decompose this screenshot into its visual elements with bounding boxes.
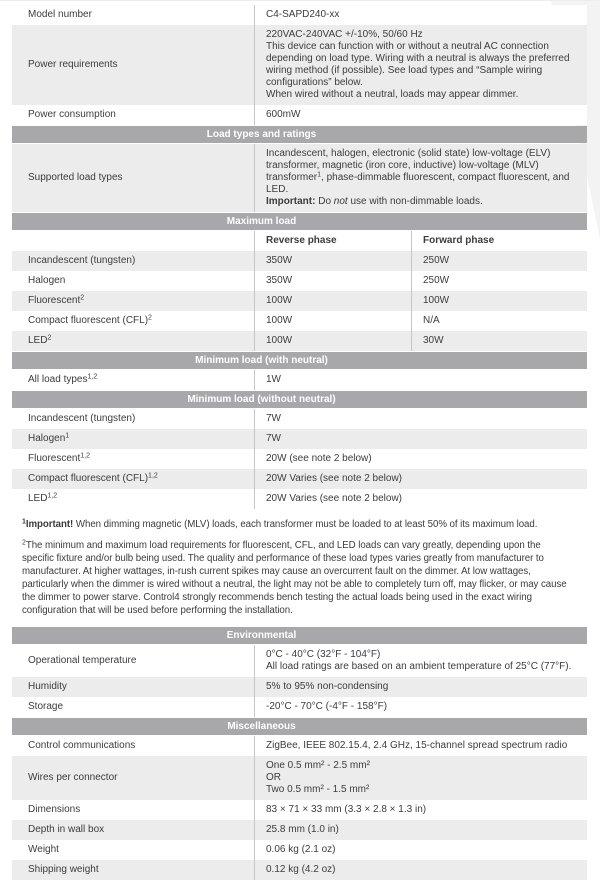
row-value-reverse-phase: Reverse phase [254,231,411,251]
row-label: LED$^2$ [28,334,52,346]
footnote-paragraph: $^2$The minimum and maximum load requirements for fluorescent, CFL, and LED loads can vary greatly, depending upon the specific fixture and/or bulb being used. The quality and performance of these load types varies greatly from manufacturer to manufacturer. At higher wattages, in-rush current spikes may cause an overcurrent fault on the dimmer. At low wattages, particularly when the dimmer is wired without a neutral, the light may not be able to completely turn off, may flicker, or may cause the dimmer to power starve. Control4 strongly recommends bench testing the actual loads being used in the exact wiring configuration that will be used before performing the installation. [22,539,567,616]
row-label: Power consumption [28,109,116,120]
row-value [254,736,587,756]
row-value-line: 20W Varies (see note 2 below) [266,493,402,504]
row-value-reverse-phase: 350W [254,251,411,271]
section-header [12,213,587,230]
row-value-line: C4-SAPD240-xx [266,9,340,20]
table-row [12,105,587,125]
row-value-reverse-phase: 100W [254,331,411,351]
row-value-forward-phase: 100W [411,291,587,311]
row-value-reverse-phase: 100W [254,311,411,331]
row-value [254,429,587,449]
table-row [12,311,587,331]
row-label: Fluorescent$^2$ [28,294,85,306]
row-label: Incandescent (tungsten) [28,413,136,424]
footnote-paragraph: $^1$Important! When dimming magnetic (MLV) loads, each transformer must be loaded to at least 50% of its maximum load. [22,518,538,530]
row-label: Incandescent (tungsten) [28,255,136,266]
table-row [12,736,587,756]
row-value-line: 0°C - 40°C (32°F - 104°F) [266,649,381,660]
table-row [12,5,587,25]
row-label: LED$^{1,2}$ [28,492,58,504]
row-value-line: OR [266,772,281,783]
table-row [12,25,587,105]
row-value-line: 83 × 71 × 33 mm (3.3 × 2.8 × 1.3 in) [266,804,427,815]
row-label: Halogen$^1$ [28,432,70,444]
section-header [12,126,587,143]
row-label: Compact fluorescent (CFL)$^2$ [28,314,152,326]
row-value [254,469,587,489]
row-value-line: 1W [266,374,281,385]
row-value [254,144,587,212]
table-row [12,409,587,429]
row-label: Control communications [28,740,136,751]
table-row [12,645,587,677]
row-value-forward-phase: Forward phase [411,231,587,251]
row-label: Humidity [28,681,67,692]
row-label: Compact fluorescent (CFL)$^{1,2}$ [28,472,158,484]
row-value [254,677,587,697]
row-value [254,105,587,125]
table-row [12,756,587,800]
spec-table [12,5,587,880]
row-value-line: Two 0.5 mm² - 1.5 mm² [266,784,370,795]
row-label: Model number [28,9,92,20]
table-row [12,860,587,880]
row-label [12,231,254,251]
row-label: All load types$^{1,2}$ [28,373,98,385]
table-row [12,469,587,489]
section-header-label: Environmental [226,630,297,641]
row-value-line: ZigBee, IEEE 802.15.4, 2.4 GHz, 15-channel spread spectrum radio [266,740,568,751]
row-value-reverse-phase: 350W [254,271,411,291]
row-label: Operational temperature [28,655,137,666]
row-value-forward-phase: N/A [411,311,587,331]
row-value [254,645,587,677]
table-row [12,840,587,860]
row-value-line: 20W (see note 2 below) [266,453,372,464]
row-label: Shipping weight [28,864,99,875]
footnotes [12,509,587,626]
section-header-label: Maximum load [226,216,297,227]
table-row [12,489,587,509]
table-row [12,271,587,291]
row-value-line: 0.06 kg (2.1 oz) [266,844,336,855]
table-row [12,231,587,251]
row-value-forward-phase: 250W [411,251,587,271]
table-row [12,144,587,212]
section-header-label: Minimum load (with neutral) [195,355,328,366]
table-row [12,291,587,311]
table-row [12,331,587,351]
table-row [12,449,587,469]
section-header-label: Minimum load (without neutral) [187,394,336,405]
row-value [254,860,587,880]
row-value [254,5,587,25]
row-value-line: -20°C - 70°C (-4°F - 158°F) [266,701,388,712]
row-value-line: 7W [266,413,281,424]
table-row [12,429,587,449]
table-row [12,697,587,717]
table-row [12,800,587,820]
row-value [254,756,587,800]
row-label: Supported load types [28,172,123,183]
row-value-reverse-phase: 100W [254,291,411,311]
row-value [254,489,587,509]
section-header [12,718,587,735]
row-value-line: This device can function with or without a neutral AC connection depending on load type. Wiring with a neutral is always the preferred wiring method (if possible). See load types and “Sample wiring configurations” below. [266,41,570,88]
row-label: Dimensions [28,804,81,815]
section-header-label: Load types and ratings [206,129,317,140]
row-label: Depth in wall box [28,824,105,835]
table-row [12,677,587,697]
row-value-line: Incandescent, halogen, electronic (solid state) low-voltage (ELV) transformer, magnetic (iron core, inductive) low-voltage (MLV) transformer$^1$, phase-dimmable fluorescent, compact fluorescent, and LED. [266,148,570,195]
row-value-forward-phase: 250W [411,271,587,291]
row-value-line: 5% to 95% non-condensing [266,681,389,692]
row-value-line: 0.12 kg (4.2 oz) [266,864,336,875]
row-value [254,840,587,860]
row-value-line: When wired without a neutral, loads may appear dimmer. [266,89,519,100]
row-value [254,820,587,840]
row-value-line: 7W [266,433,281,444]
row-value-line: One 0.5 mm² - 2.5 mm² [266,760,370,771]
section-header [12,627,587,644]
row-value [254,25,587,105]
row-label: Weight [28,844,59,855]
row-label: Wires per connector [28,772,118,783]
table-row [12,370,587,390]
row-value-line: Important: Do not use with non-dimmable loads. [266,196,483,207]
row-label: Fluorescent$^{1,2}$ [28,452,90,464]
section-header [12,352,587,369]
row-value [254,409,587,429]
row-value-line: 20W Varies (see note 2 below) [266,473,402,484]
row-value [254,370,587,390]
section-header [12,391,587,408]
table-row [12,251,587,271]
section-header-label: Miscellaneous [227,721,296,732]
row-value [254,449,587,469]
row-value [254,800,587,820]
row-value-line: 25.8 mm (1.0 in) [266,824,339,835]
row-value-line: 220VAC-240VAC +/-10%, 50/60 Hz [266,29,423,40]
row-value-forward-phase: 30W [411,331,587,351]
row-label: Power requirements [28,59,118,70]
row-label: Halogen [28,275,66,286]
row-value [254,697,587,717]
table-row [12,820,587,840]
row-value-line: 600mW [266,109,301,120]
row-value-line: All load ratings are based on an ambient temperature of 25°C (77°F). [266,661,572,672]
row-label: Storage [28,701,64,712]
